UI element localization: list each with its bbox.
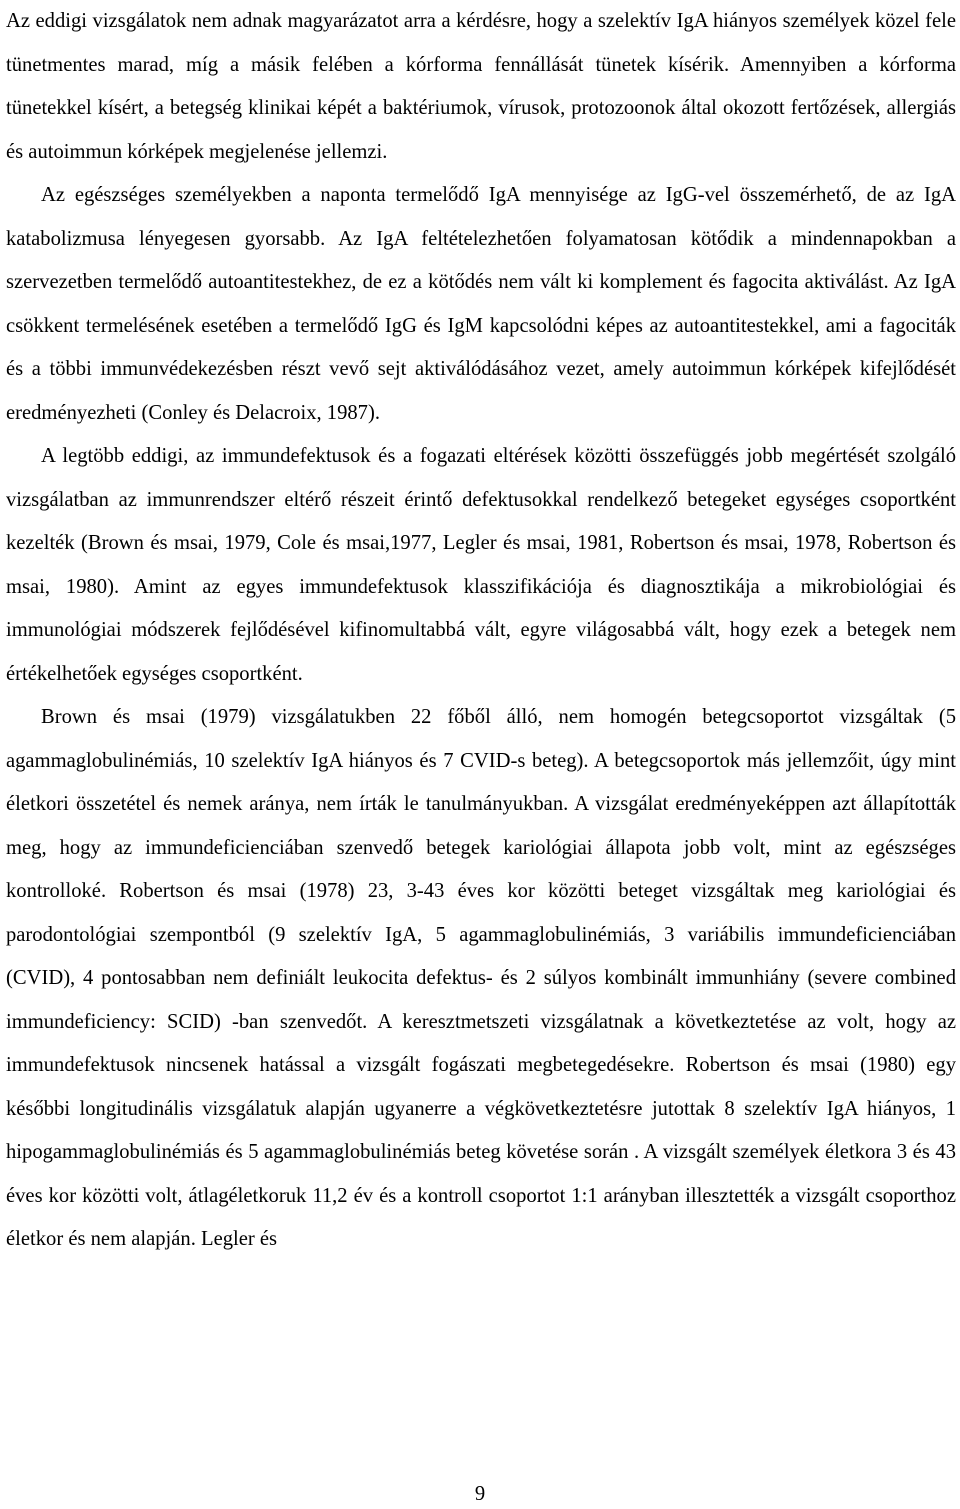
paragraph-3: A legtöbb eddigi, az immundefektusok és a fogazati eltérések közötti összefüggés jobb megértését szolgáló vizsgálatban az immunrendszer eltérő részeit érintő defektusokkal rendelkező betegeket egységes csoportként kezelték (Brown és msai, 1979, Cole és msai,1977, Legler és msai, 1981, Robertson és msai, 1978, Robertson és msai, 1980). Amint az egyes immundefektusok klasszifikációja és diagnosztikája a mikrobiológiai és immunológiai módszerek fejlődésével kifinomultabbá vált, egyre világosabbá vált, hogy ezek a betegek nem értékelhetőek egységes csoportként. (6, 445, 956, 685)
document-body (6, 0, 956, 1262)
paragraph-1: Az eddigi vizsgálatok nem adnak magyarázatot arra a kérdésre, hogy a szelektív IgA hiányos személyek közel fele tünetmentes marad, míg a másik felében a kórforma fennállását tünetek kísérik. Amennyiben a kórforma tünetekkel kísért, a betegség klinikai képét a baktériumok, vírusok, protozoonok által okozott fertőzések, allergiás és autoimmun kórképek megjelenése jellemzi. (6, 10, 956, 163)
paragraph-2: Az egészséges személyekben a naponta termelődő IgA mennyisége az IgG-vel összemérhető, de az IgA katabolizmusa lényegesen gyorsabb. Az IgA feltételezhetően folyamatosan kötődik a mindennapokban a szervezetben termelődő autoantitestekhez, de ez a kötődés nem vált ki komplement és fagocita aktiválást. Az IgA csökkent termelésének esetében a termelődő IgG és IgM kapcsolódni képes az autoantitestekkel, ami a fagociták és a többi immunvédekezésben részt vevő sejt aktiválódásához vezet, amely autoimmun kórképek kifejlődését eredményezheti (Conley és Delacroix, 1987). (6, 184, 956, 424)
page-number: 9 (474, 1483, 486, 1505)
paragraph-4: Brown és msai (1979) vizsgálatukben 22 főből álló, nem homogén betegcsoportot vizsgáltak (5 agammaglobulinémiás, 10 szelektív IgA hiányos és 7 CVID-s beteg). A betegcsoportok más jellemzőit, úgy mint életkori összetétel és nemek aránya, nem írták le tanulmányukban. A vizsgálat eredményeképpen azt állapították meg, hogy az immundeficienciában szenvedő betegek kariológiai állapota jobb volt, mint az egészséges kontrolloké. Robertson és msai (1978) 23, 3-43 éves kor közötti beteget vizsgáltak meg kariológiai és parodontológiai szempontból (9 szelektív IgA, 5 agammaglobulinémiás, 3 variábilis immundeficienciában (CVID), 4 pontosabban nem definiált leukocita defektus- és 2 súlyos kombinált immunhiány (severe combined immundeficiency: SCID) -ban szenvedőt. A keresztmetszeti vizsgálatnak a következtetése az volt, hogy az immundefektusok nincsenek hatással a vizsgált fogászati megbetegedésekre. Robertson és msai (1980) egy későbbi longitudinális vizsgálatuk alapján ugyanerre a végkövetkeztetésre jutottak 8 szelektív IgA hiányos, 1 hipogammaglobulinémiás és 5 agammaglobulinémiás beteg követése során . A vizsgált személyek életkora 3 és 43 éves kor közötti volt, átlagéletkoruk 11,2 év és a kontroll csoportot 1:1 arányban illesztették a vizsgált csoporthoz életkor és nem alapján. Legler és (6, 706, 956, 1250)
